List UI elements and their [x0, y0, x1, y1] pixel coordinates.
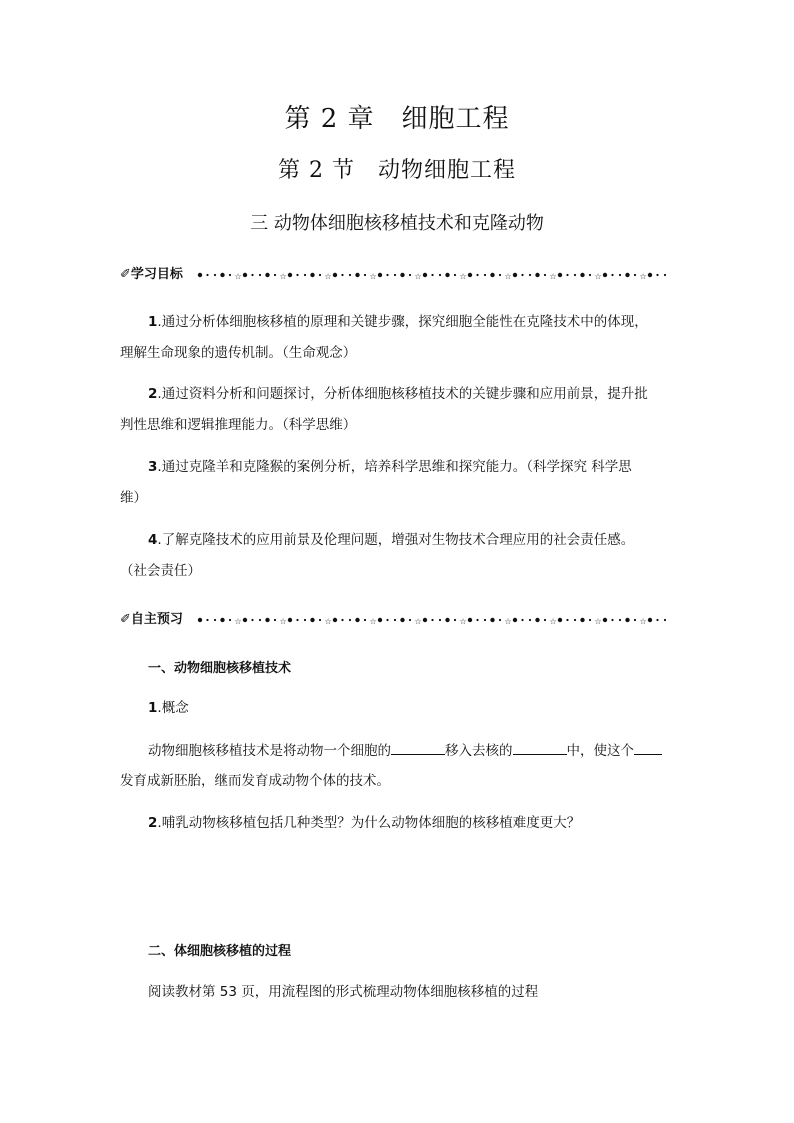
dot — [296, 274, 298, 276]
dot — [439, 274, 441, 276]
question-2-text: .哺乳动物核移植包括几种类型？为什么动物体细胞的核移植难度更大？ — [157, 815, 581, 831]
dot — [468, 273, 472, 277]
dot — [409, 619, 411, 621]
dot — [198, 618, 202, 622]
fill-blank-2[interactable] — [513, 740, 567, 755]
dot — [378, 618, 382, 622]
dot — [386, 619, 388, 621]
objective-4-number: 4 — [148, 532, 158, 548]
objective-1-line1 — [148, 312, 648, 332]
dot — [656, 274, 658, 276]
preview-divider — [120, 611, 676, 629]
part1-heading: 一、动物细胞核移植技术 — [148, 661, 292, 676]
concept-line2: 发育成新胚胎，继而发育成动物个体的技术。 — [120, 773, 390, 789]
star-glyph: ☆ — [459, 272, 467, 281]
dot — [625, 273, 629, 277]
dot — [603, 273, 607, 277]
star-glyph: ☆ — [504, 617, 512, 626]
dot — [664, 274, 666, 276]
objective-2-line1 — [148, 384, 648, 404]
dot — [423, 273, 427, 277]
dot — [431, 274, 433, 276]
dot — [648, 273, 652, 277]
concept-line1 — [148, 740, 662, 761]
star-glyph: ☆ — [369, 617, 377, 626]
dot — [589, 274, 591, 276]
dot — [319, 619, 321, 621]
objective-1-number: 1 — [148, 314, 158, 330]
objectives-divider — [120, 266, 676, 284]
question-2 — [148, 813, 580, 833]
dot — [634, 619, 636, 621]
dot — [274, 274, 276, 276]
objective-4-line2: （社会责任） — [120, 563, 201, 579]
star-glyph: ☆ — [639, 617, 647, 626]
dot — [206, 274, 208, 276]
divider-dots — [198, 617, 666, 626]
objective-2-line2: 判性思维和逻辑推理能力。（科学思维） — [120, 417, 357, 433]
dot — [251, 274, 253, 276]
objective-3-line1 — [148, 457, 632, 477]
part2-instruction: 阅读教材第 53 页，用流程图的形式梳理动物体细胞核移植的过程 — [148, 984, 539, 1000]
dot — [499, 619, 501, 621]
dot — [310, 273, 314, 277]
star-glyph: ☆ — [504, 272, 512, 281]
star-glyph: ☆ — [234, 617, 242, 626]
dot — [394, 274, 396, 276]
dot — [364, 274, 366, 276]
star-glyph: ☆ — [279, 617, 287, 626]
dot — [243, 273, 247, 277]
dot — [341, 619, 343, 621]
dot — [304, 274, 306, 276]
dot — [304, 619, 306, 621]
dot — [349, 274, 351, 276]
dot — [558, 273, 562, 277]
concept-text-c: 中，使这个 — [566, 743, 634, 759]
star-glyph: ☆ — [324, 272, 332, 281]
preview-label — [120, 611, 185, 629]
dotted-divider-line — [120, 611, 676, 629]
concept-label: .概念 — [157, 700, 189, 716]
star-glyph: ☆ — [594, 617, 602, 626]
dot — [355, 273, 359, 277]
dot — [319, 274, 321, 276]
dot — [580, 273, 584, 277]
part2-heading: 二、体细胞核移植的过程 — [148, 944, 292, 959]
dot — [229, 274, 231, 276]
dot — [634, 274, 636, 276]
star-glyph: ☆ — [369, 272, 377, 281]
dot — [544, 274, 546, 276]
dot — [454, 619, 456, 621]
dot — [378, 273, 382, 277]
dot — [229, 619, 231, 621]
dot — [220, 273, 224, 277]
dot — [521, 274, 523, 276]
dot — [423, 618, 427, 622]
dot — [558, 618, 562, 622]
dot — [310, 618, 314, 622]
fill-blank-1[interactable] — [391, 740, 445, 755]
dot — [574, 274, 576, 276]
dot — [288, 618, 292, 622]
dot — [386, 274, 388, 276]
objectives-label-text: 学习目标 — [130, 267, 183, 282]
objective-1-line2: 理解生命现象的遗传机制。（生命观念） — [120, 345, 357, 361]
objective-3-text: .通过克隆羊和克隆猴的案例分析，培养科学思维和探究能力。（科学探究 科学思 — [157, 459, 632, 475]
dot — [431, 619, 433, 621]
lesson-subtitle: 三 动物体细胞核移植技术和克隆动物 — [250, 213, 544, 234]
star-glyph: ☆ — [414, 617, 422, 626]
dot — [513, 273, 517, 277]
dot — [529, 274, 531, 276]
dot — [214, 619, 216, 621]
dot — [439, 619, 441, 621]
dot — [243, 618, 247, 622]
dot — [499, 274, 501, 276]
dot — [619, 274, 621, 276]
dot — [220, 618, 224, 622]
dot — [454, 274, 456, 276]
dot — [625, 618, 629, 622]
dot — [611, 274, 613, 276]
dot — [619, 619, 621, 621]
dot — [611, 619, 613, 621]
dot — [490, 273, 494, 277]
dot — [603, 618, 607, 622]
dot — [529, 619, 531, 621]
dot — [566, 619, 568, 621]
dot — [580, 618, 584, 622]
dot — [513, 618, 517, 622]
chapter-title: 第 2 章 细胞工程 — [284, 104, 510, 134]
dot — [206, 619, 208, 621]
dot — [274, 619, 276, 621]
section-title: 第 2 节 动物细胞工程 — [278, 158, 516, 183]
objectives-label — [120, 266, 185, 284]
star-glyph: ☆ — [324, 617, 332, 626]
dot — [333, 618, 337, 622]
dot — [544, 619, 546, 621]
dot — [265, 273, 269, 277]
dot — [648, 618, 652, 622]
dot — [476, 619, 478, 621]
dot — [288, 273, 292, 277]
pen-icon: ✐ — [120, 612, 131, 627]
dot — [259, 274, 261, 276]
dot — [656, 619, 658, 621]
dot — [394, 619, 396, 621]
dot — [535, 273, 539, 277]
star-glyph: ☆ — [594, 272, 602, 281]
dot — [296, 619, 298, 621]
concept-text-b: 移入去核的 — [445, 743, 513, 759]
dot — [490, 618, 494, 622]
star-glyph: ☆ — [639, 272, 647, 281]
dot — [521, 619, 523, 621]
dot — [445, 618, 449, 622]
divider-dots — [198, 272, 666, 281]
dot — [400, 273, 404, 277]
dot — [468, 618, 472, 622]
star-glyph: ☆ — [414, 272, 422, 281]
dot — [476, 274, 478, 276]
question-2-number: 2 — [148, 815, 158, 831]
dot — [535, 618, 539, 622]
dot — [409, 274, 411, 276]
pen-icon: ✐ — [120, 267, 131, 282]
star-glyph: ☆ — [549, 617, 557, 626]
fill-blank-3[interactable] — [634, 740, 662, 755]
dot — [349, 619, 351, 621]
preview-label-text: 自主预习 — [130, 612, 183, 627]
dot — [589, 619, 591, 621]
objective-2-text: .通过资料分析和问题探讨，分析体细胞核移植技术的关键步骤和应用前景，提升批 — [157, 386, 648, 402]
dot — [341, 274, 343, 276]
concept-number: 1 — [148, 700, 158, 716]
dot — [664, 619, 666, 621]
dotted-divider-line — [120, 266, 676, 284]
star-glyph: ☆ — [279, 272, 287, 281]
dot — [484, 619, 486, 621]
dot — [364, 619, 366, 621]
objective-4-line1 — [148, 530, 634, 550]
objective-4-text: .了解克隆技术的应用前景及伦理问题，增强对生物技术合理应用的社会责任感。 — [157, 532, 635, 548]
dot — [355, 618, 359, 622]
dot — [566, 274, 568, 276]
dot — [265, 618, 269, 622]
star-glyph: ☆ — [234, 272, 242, 281]
star-glyph: ☆ — [459, 617, 467, 626]
concept-heading — [148, 698, 189, 718]
concept-text-a: 动物细胞核移植技术是将动物一个细胞的 — [148, 743, 391, 759]
dot — [198, 273, 202, 277]
dot — [400, 618, 404, 622]
objective-3-number: 3 — [148, 459, 158, 475]
objective-1-text: .通过分析体细胞核移植的原理和关键步骤，探究细胞全能性在克隆技术中的体现， — [157, 314, 648, 330]
dot — [574, 619, 576, 621]
dot — [259, 619, 261, 621]
dot — [484, 274, 486, 276]
objective-3-line2: 维） — [120, 490, 147, 506]
dot — [214, 274, 216, 276]
dot — [251, 619, 253, 621]
objective-2-number: 2 — [148, 386, 158, 402]
star-glyph: ☆ — [549, 272, 557, 281]
dot — [445, 273, 449, 277]
dot — [333, 273, 337, 277]
